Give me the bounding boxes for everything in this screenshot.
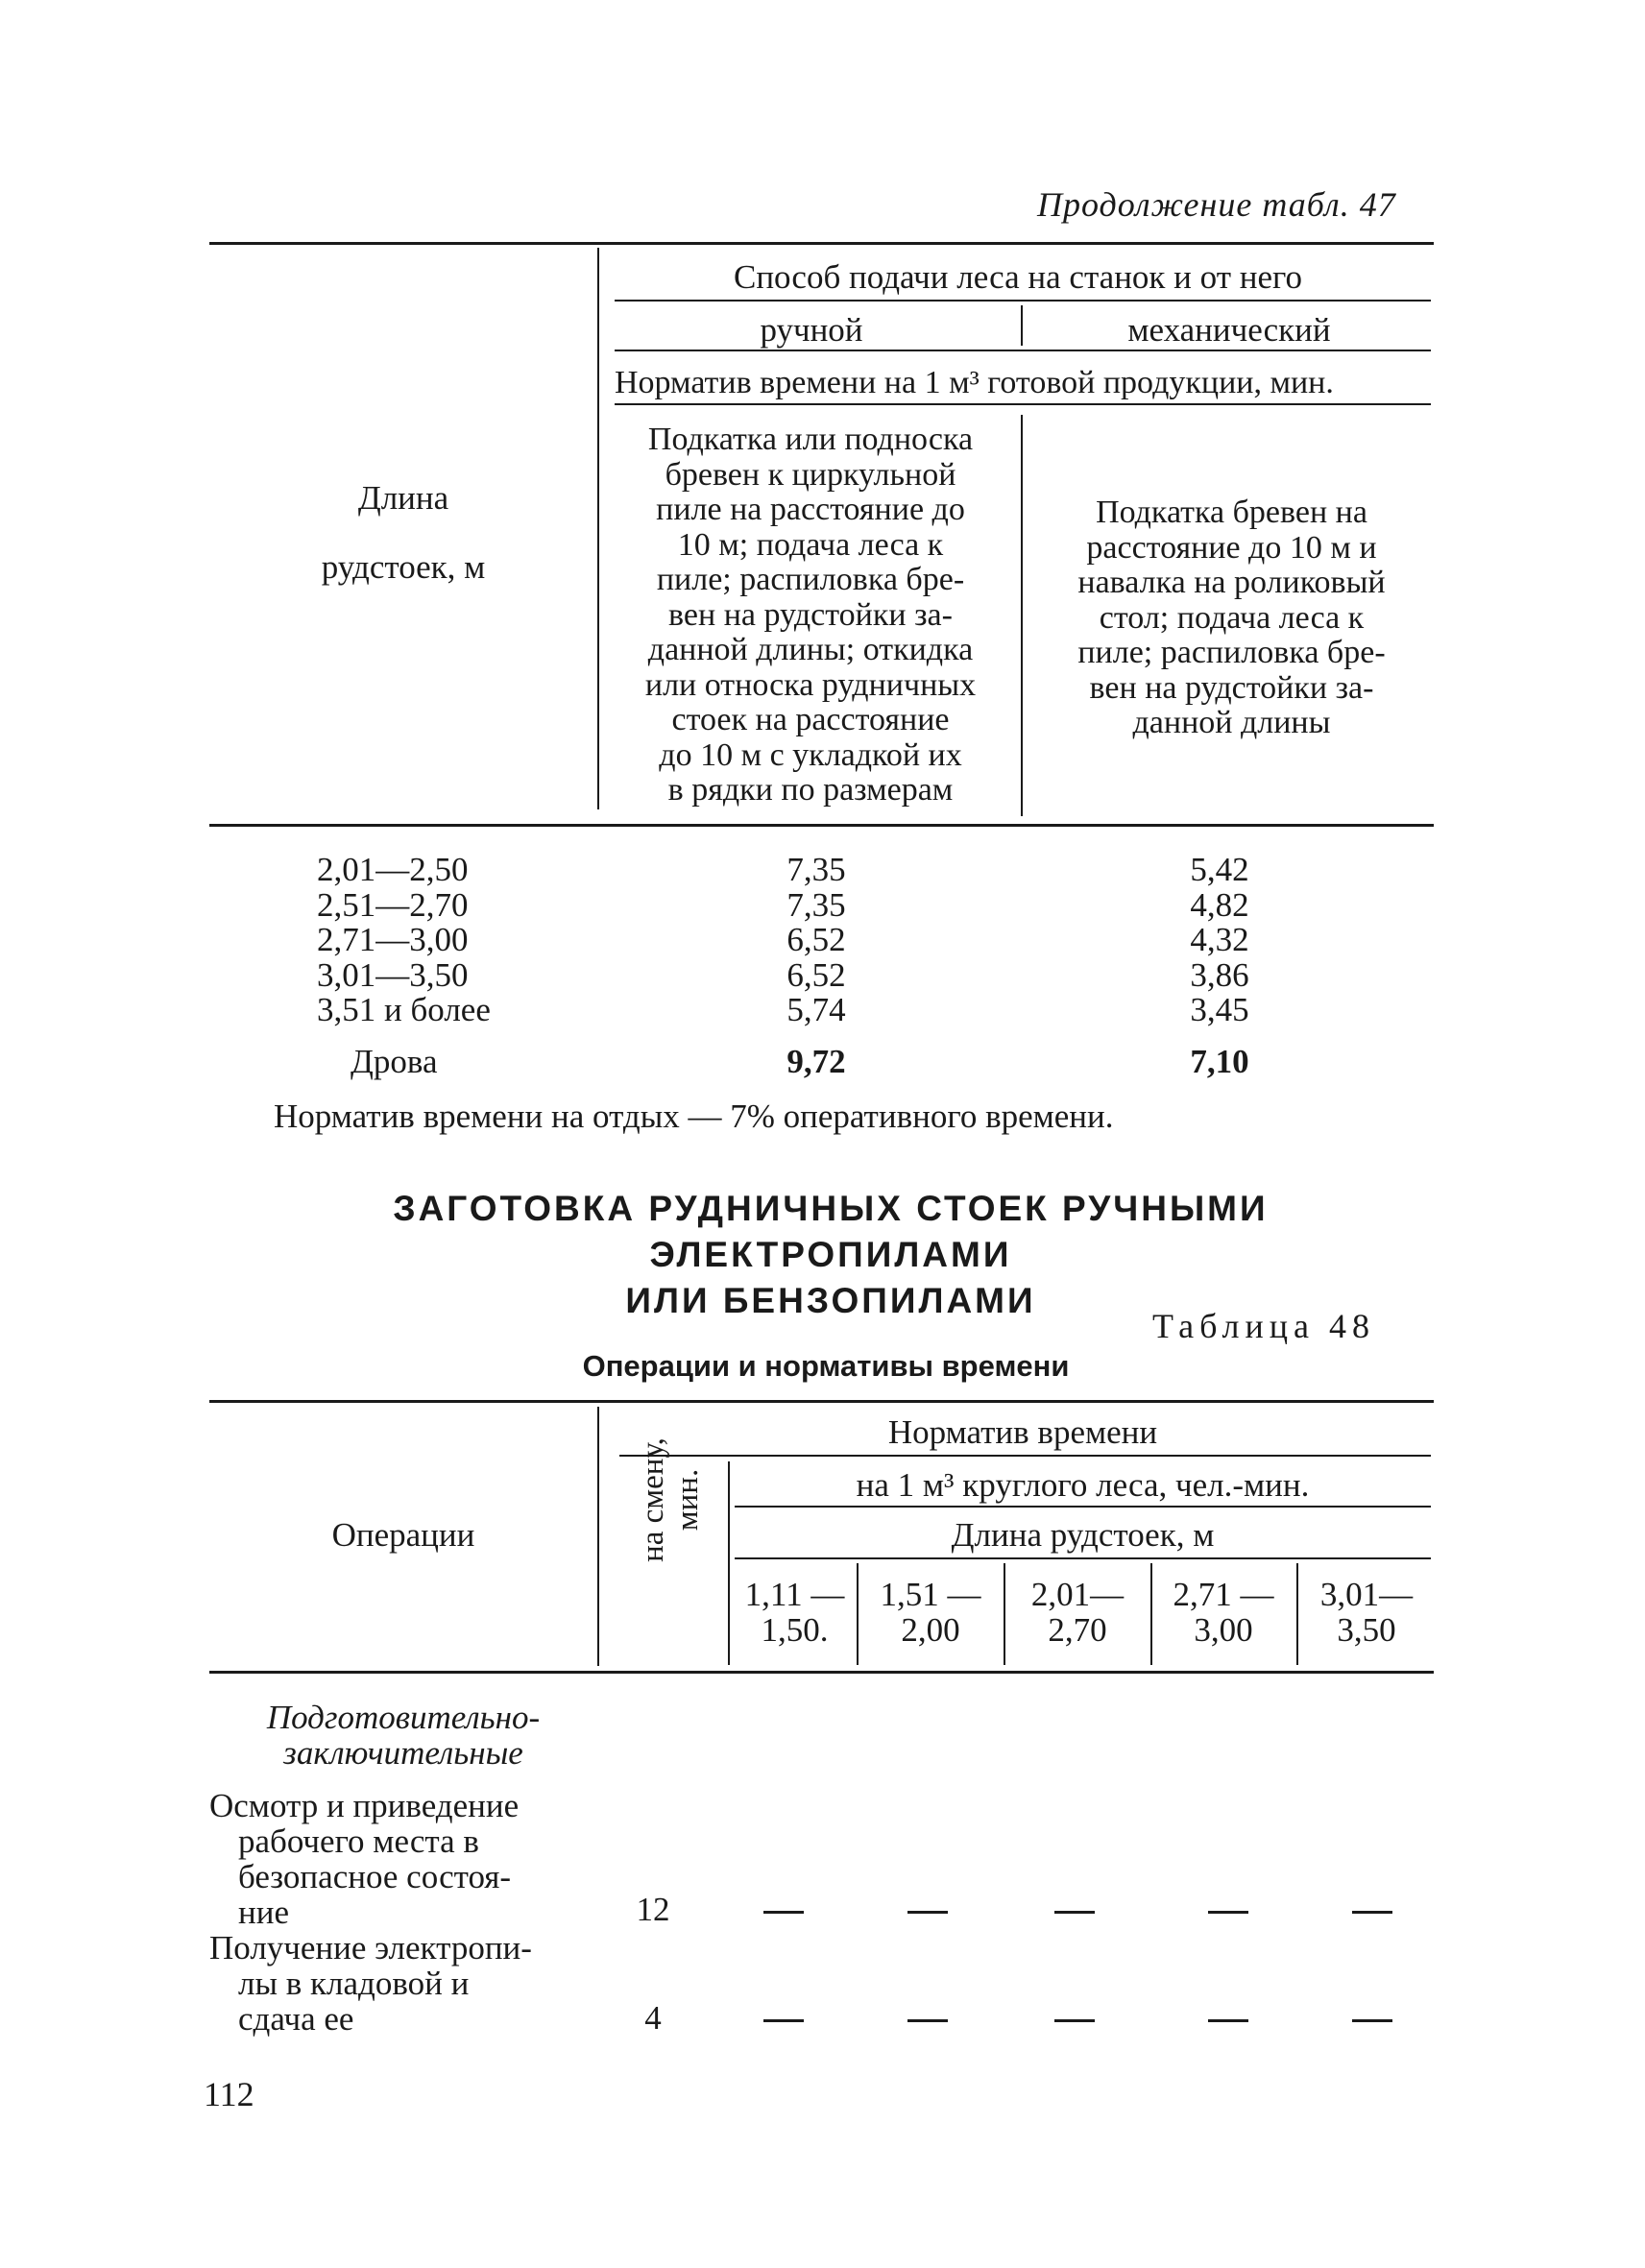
norm-header-rule (615, 403, 1431, 405)
op-line: Осмотр и приведение (209, 1787, 520, 1824)
table47-stub-divider (597, 248, 599, 809)
dash (1208, 1911, 1248, 1914)
per-shift-divider (728, 1461, 730, 1665)
table-cell: 5,42 (1190, 851, 1249, 888)
norm-header: Норматив времени на 1 м³ готовой продукции, мин. (615, 365, 1334, 400)
firewood-mechanical: 7,10 (1190, 1043, 1249, 1080)
range-from: 1,11 — (744, 1576, 845, 1613)
table-cell: 3,45 (1190, 991, 1249, 1028)
table47-header-bottom-rule (209, 824, 1434, 827)
table-cell: 2,71—3,00 (317, 921, 469, 958)
mech-desc-line: стол; подача леса к (1099, 599, 1365, 636)
norm-time-rule (619, 1455, 1431, 1457)
range-to: 2,70 (1048, 1611, 1107, 1649)
dash (1352, 2019, 1392, 2022)
manual-desc-line: стоек на расстояние (671, 702, 950, 737)
mech-desc-line: расстояние до 10 м и (1086, 529, 1377, 566)
range-from: 2,71 — (1173, 1576, 1274, 1613)
range-4 (1152, 1577, 1294, 1648)
per-m3-rule (735, 1506, 1431, 1508)
length-label-2: рудстоек, м (321, 548, 486, 586)
manual-description (605, 422, 1016, 808)
subheader-rule (615, 350, 1431, 351)
dash (763, 2019, 804, 2022)
table-cell: 2,01—2,50 (317, 851, 469, 888)
table-cell: 2,51—2,70 (317, 885, 469, 924)
range-from: 1,51 — (880, 1576, 981, 1613)
mech-desc-line: данной длины (1132, 705, 1331, 740)
group-label (211, 1700, 595, 1771)
table-cell: 7,35 (786, 885, 846, 924)
range-2 (859, 1577, 1002, 1648)
manual-desc-line: или относка рудничных (644, 666, 977, 703)
mech-desc-line: пиле; распиловка бре- (1077, 635, 1386, 670)
manual-desc-line: данной длины; откидка (647, 632, 974, 667)
table48-top-rule (209, 1400, 1434, 1403)
section-heading-line-2: ИЛИ БЕНЗОПИЛАМИ (625, 1281, 1036, 1320)
method-header: Способ подачи леса на станок и от него (733, 258, 1302, 296)
range-from: 2,01— (1030, 1576, 1125, 1613)
per-m3-header: на 1 м³ круглого леса, чел.-мин. (856, 1466, 1310, 1504)
length-header-rule (735, 1557, 1431, 1559)
range-divider-1 (857, 1563, 859, 1665)
operation-1 (209, 1788, 567, 1930)
table48-header-bottom-rule (209, 1671, 1434, 1674)
manual-desc-line: Подкатка или подноска (647, 422, 974, 457)
section-heading-line-1: ЗАГОТОВКА РУДНИЧНЫХ СТОЕК РУЧНЫМИ ЭЛЕКТРОПИЛАМИ (393, 1189, 1269, 1274)
mech-desc-line: вен на рудстойки за- (1089, 669, 1374, 706)
range-to: 3,50 (1337, 1611, 1396, 1649)
manual-desc-line: пиле; распиловка бре- (656, 562, 965, 597)
page-number: 112 (204, 2075, 254, 2113)
op-line: рабочего места в (238, 1822, 479, 1860)
range-from: 3,01— (1319, 1576, 1414, 1613)
continuation-label: Продолжение табл. 47 (1037, 185, 1396, 224)
table-cell: 3,51 и более (317, 991, 491, 1028)
group-line: Подготовительно- (266, 1699, 541, 1736)
firewood-label: Дрова (351, 1043, 438, 1080)
manual-desc-line: до 10 м с укладкой их (659, 736, 962, 773)
operations-header: Операции (331, 1516, 475, 1554)
dash (1208, 2019, 1248, 2022)
length-column (317, 853, 605, 1028)
table48-stub-divider (597, 1407, 599, 1666)
firewood-manual: 9,72 (786, 1043, 846, 1080)
per-shift-header (636, 1404, 705, 1596)
manual-desc-line: пиле на расстояние до (656, 492, 965, 527)
manual-header: ручной (760, 311, 863, 349)
norm-time-header: Норматив времени (887, 1413, 1158, 1451)
op-line: ние (238, 1894, 289, 1931)
section-heading (221, 1186, 1440, 1324)
dash (1054, 2019, 1095, 2022)
table-cell: 6,52 (786, 921, 846, 958)
manual-desc-line: бревен к циркульной (665, 456, 956, 493)
table-cell: 4,32 (1190, 921, 1249, 958)
mechanical-description (1028, 495, 1436, 741)
operation-1-value: 12 (636, 1891, 670, 1928)
range-to: 3,00 (1194, 1611, 1253, 1649)
length-label-1: Длина (357, 479, 449, 517)
method-header-rule (615, 300, 1431, 302)
table-cell: 4,82 (1190, 885, 1249, 924)
range-1 (735, 1577, 855, 1648)
length-header: Длина рудстоек, м (951, 1516, 1215, 1554)
op-line: Получение электропи- (209, 1929, 532, 1966)
group-line: заключительные (283, 1734, 523, 1772)
table48-subtitle: Операции и нормативы времени (582, 1349, 1070, 1383)
mechanical-header: механический (1127, 311, 1331, 349)
table-cell: 7,35 (786, 851, 846, 888)
range-5 (1299, 1577, 1434, 1648)
range-3 (1006, 1577, 1149, 1648)
manual-mech-divider-top (1021, 305, 1023, 346)
range-to: 2,00 (901, 1611, 960, 1649)
manual-mech-divider (1021, 415, 1023, 816)
op-line: сдача ее (238, 2000, 354, 2038)
dash (907, 2019, 948, 2022)
table-cell: 3,01—3,50 (317, 955, 469, 994)
dash (763, 1911, 804, 1914)
range-to: 1,50. (761, 1611, 829, 1649)
table48-label: Таблица 48 (1152, 1307, 1375, 1345)
per-shift-line-1: на смену, (636, 1437, 670, 1562)
table-cell: 6,52 (786, 955, 846, 994)
mech-desc-line: навалка на роликовый (1077, 565, 1386, 600)
rest-note: Норматив времени на отдых — 7% оперативного времени. (274, 1098, 1114, 1135)
table-cell: 3,86 (1190, 955, 1249, 994)
dash (1054, 1911, 1095, 1914)
operation-2 (209, 1930, 567, 2037)
manual-desc-line: вен на рудстойки за- (668, 596, 953, 633)
dash (907, 1911, 948, 1914)
per-shift-line-2: мин. (670, 1468, 705, 1532)
manual-desc-line: в рядки по размерам (667, 772, 954, 808)
manual-column (730, 853, 903, 1028)
manual-desc-line: 10 м; подача леса к (677, 526, 944, 563)
op-line: безопасное состоя- (238, 1858, 512, 1895)
table-cell: 5,74 (786, 991, 846, 1028)
dash (1352, 1911, 1392, 1914)
mech-desc-line: Подкатка бревен на (1096, 495, 1367, 530)
op-line: лы в кладовой и (238, 1965, 470, 2002)
range-divider-4 (1296, 1563, 1298, 1665)
operation-2-value: 4 (644, 1999, 662, 2037)
mechanical-column (1133, 853, 1306, 1028)
range-divider-2 (1004, 1563, 1005, 1665)
table47-top-rule (209, 242, 1434, 245)
